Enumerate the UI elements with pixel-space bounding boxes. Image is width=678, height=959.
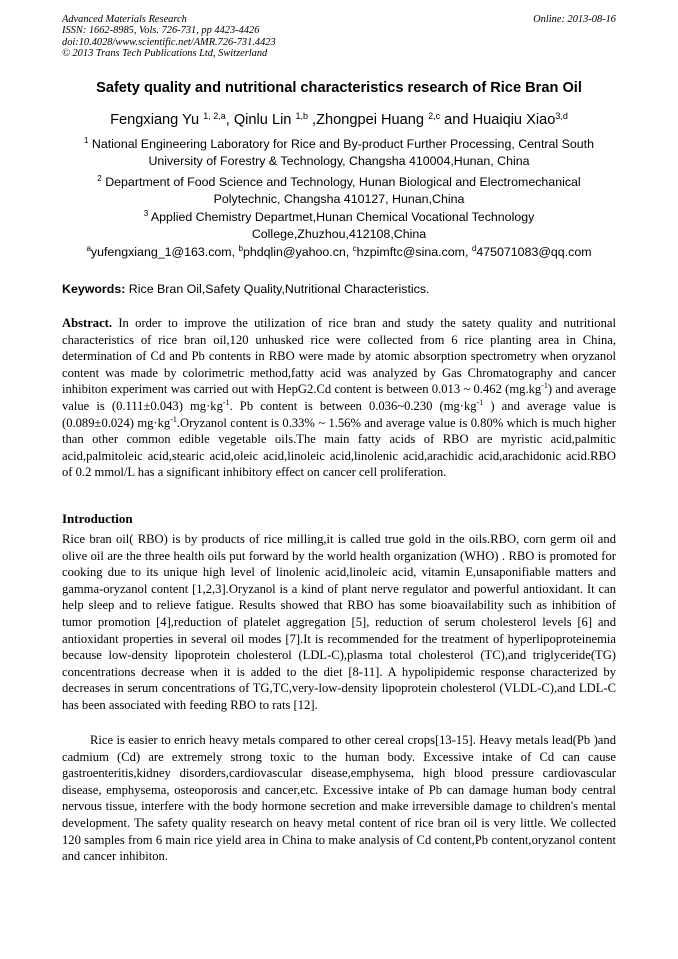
affiliation-1 xyxy=(70,136,608,170)
email-sup: c xyxy=(352,244,357,253)
abstract-text: .Oryzanol content is 0.33% ~ 1.56% and average value is 0.80% which is much higher than other common edible vegetable oils.The main fatty acids of RBO are myristic acid,palmitic acid,palmitoleic acid,stearic acid,oleic acid,linoleic acid,linolenic acid,arachidic acid,arachidonic acid.RBO of 0.2 mmol/L has a significant inhibitory effect on cancer cell proliferation. xyxy=(62,415,616,480)
affiliation-text: National Engineering Laboratory for Rice and By-product Further Processing, Central South University of Forestry & Technology, Changsha 410004,Hunan, China xyxy=(88,137,594,168)
abstract-label: Abstract. xyxy=(62,316,113,330)
abstract-sup: -1 xyxy=(222,397,230,407)
keywords xyxy=(62,281,616,298)
journal-copyright: © 2013 Trans Tech Publications Ltd, Switzerland xyxy=(62,48,268,60)
email-sup: d xyxy=(471,244,477,253)
author-sep: , xyxy=(308,112,317,128)
author-sep: and xyxy=(440,112,473,128)
author-emails xyxy=(40,244,638,261)
abstract-text: ) and average value is (0.089±0.024) mg·kg xyxy=(62,398,616,430)
author-sup: 3,d xyxy=(555,111,568,121)
author-name: Qinlu Lin xyxy=(233,112,296,128)
journal-doi: doi:10.4028/www.scientific.net/AMR.726-731.4423 xyxy=(62,36,276,48)
abstract-text: ) and average value is (0.111±0.043) mg·kg xyxy=(62,382,616,413)
introduction-paragraph-1: Rice bran oil( RBO) is by products of rice milling,it is called true gold in the oils.RBO, corn germ oil and olive oil are the three health oils put forward by the world health organization (WHO) . RBO is promoted for cooking due to its unique high level of linolenic acid,linoleic acid, vitamin E,unsaponifiable matters and gamma-oryzanol content [1,2,3].Oryzanol is a kind of plant nerve regulator and powerful antioxidant. It can help sleep and to relieve fatigue. Results showed that RBO has some bioavailability such as inhibition of tumor promotion [4],reduction of platelet aggregation [5], reduction of serum cholesterol levels [6] and antioxidant properties in several oil modes [7].It is recommended for the treatment of hyperlipoproteinemia because low-density lipoprotein cholesterol (LDL-C),plasma total cholesterol (TC),and triglyceride(TG) concentrations decrease when it is added to the diet [8-11]. A hypolipidemic response characterized by decreases in serum concentrations of TG,TC,very-low-density lipoprotein cholesterol (VLDL-C),and LDL-C has been associated with feeding RBO to rats [12]. xyxy=(62,532,616,712)
affiliation-3 xyxy=(70,209,608,243)
email-sup: b xyxy=(238,244,243,253)
section-heading-introduction: Introduction xyxy=(62,511,133,526)
journal-issn: ISSN: 1662-8985, Vols. 726-731, pp 4423-4426 xyxy=(62,25,260,37)
affiliation-sup: 1 xyxy=(84,136,89,145)
author-name: Zhongpei Huang xyxy=(316,112,429,128)
abstract xyxy=(62,315,616,481)
keywords-label: Keywords: xyxy=(62,282,126,296)
author-sup: 2,c xyxy=(428,111,441,121)
affiliation-sup: 3 xyxy=(143,209,149,218)
author-sep: , xyxy=(225,112,234,128)
email-sup: a xyxy=(86,244,91,253)
email-link[interactable]: 475071083@qq.com xyxy=(476,245,592,259)
affiliation-text: Department of Food Science and Technology, Hunan Biological and Electromechanical Polytechnic, Changsha 410127, Hunan,China xyxy=(101,175,581,206)
author-name: Fengxiang Yu xyxy=(110,112,204,128)
introduction-paragraph-2: Rice is easier to enrich heavy metals compared to other cereal crops[13-15]. Heavy metals lead(Pb )and cadmium (Cd) are extremely strong toxic to the human body. Excessive intake of Cd can cause gastroenteritis,kidney disorders,cardiovascular disease,emphysema, high blood pressure cardiovascular disease, emphysema, osteoporosis and cancer,etc. Excessive intake of Pb can damage human body central nervous tissue, interfere with the body hormone secretion and make irreversible damage to children's mental development. The safety quality research on heavy metal content of rice bran oil is very little. We collected 120 samples from 6 main rice yield area in China to make analysis of Cd content,Pb content,oryzanol content and cancer inhibiton. xyxy=(62,733,616,864)
online-date: Online: 2013-08-16 xyxy=(533,14,616,25)
affiliation-sup: 2 xyxy=(97,174,102,183)
email-link[interactable]: hzpimftc@sina.com, xyxy=(356,245,472,259)
paper-title: Safety quality and nutritional characteristics research of Rice Bran Oil xyxy=(96,80,582,96)
abstract-sup: -1 xyxy=(476,397,484,407)
abstract-sup: -1 xyxy=(170,414,177,424)
affiliation-text: Applied Chemistry Departmet,Hunan Chemical Vocational Technology College,Zhuzhou,412108,China xyxy=(148,210,535,241)
email-link[interactable]: yufengxiang_1@163.com, xyxy=(90,245,239,259)
abstract-sup: -1 xyxy=(541,381,548,391)
author-sup: 1,b xyxy=(295,111,308,121)
journal-name: Advanced Materials Research xyxy=(62,14,187,25)
email-link[interactable]: phdqlin@yahoo.cn, xyxy=(242,245,353,259)
author-name: Huaiqiu Xiao xyxy=(472,112,556,128)
author-sup: 1, 2,a xyxy=(203,111,226,121)
abstract-text: In order to improve the utilization of rice bran and study the satety quality and nutritional characteristics of rice bran oil,120 unhusked rice were collected from 6 rice planting area in China, determination of Cd and Pb contents in RBO were made by atomic absorption spectrometry when oryzanol content was made by colorimetric method,fatty acid was analyzed by Gas Chromatography and cancer inhibiton experiment was carried out with HepG2.Cd content is between 0.013 ~ 0.462 (mg.kg xyxy=(62,316,616,397)
affiliation-2 xyxy=(70,174,608,208)
abstract-text: . Pb content is between 0.036~0.230 (mg·kg xyxy=(229,398,477,413)
keywords-text: Rice Bran Oil,Safety Quality,Nutritional Characteristics. xyxy=(125,282,430,296)
author-list xyxy=(40,111,638,129)
journal-header xyxy=(62,14,616,60)
